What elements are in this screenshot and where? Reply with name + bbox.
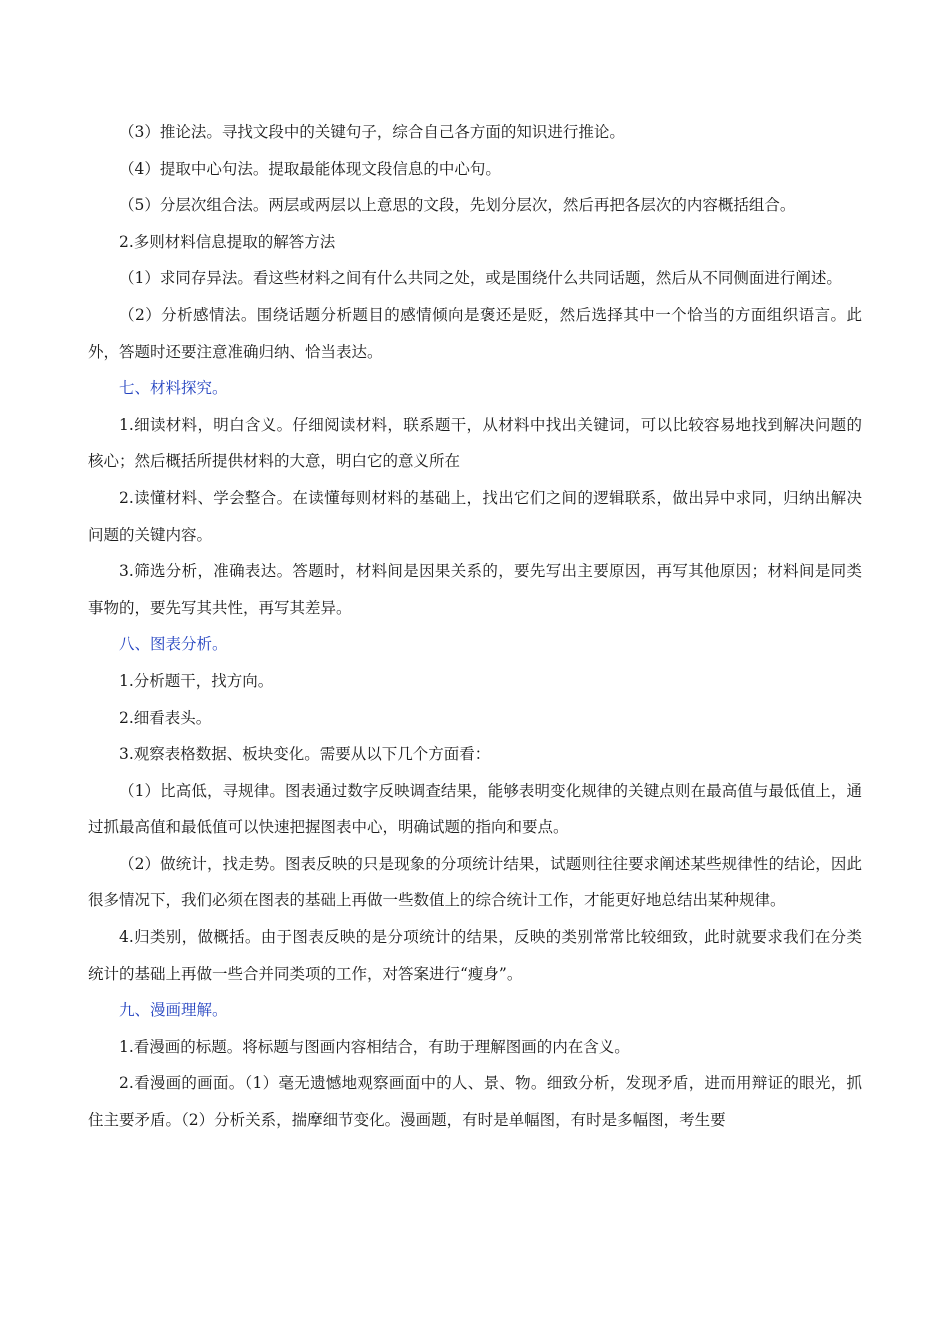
paragraph: 3.观察表格数据、板块变化。需要从以下几个方面看： <box>119 745 491 764</box>
paragraph: 2.多则材料信息提取的解答方法 <box>119 232 336 251</box>
paragraph: （4）提取中心句法。提取最能体现文段信息的中心句。 <box>119 159 501 178</box>
paragraph: 1.看漫画的标题。将标题与图画内容相结合，有助于理解图画的内在含义。 <box>119 1037 630 1056</box>
paragraph: （1）比高低，寻规律。图表通过数字反映调查结果，能够表明变化规律的关键点则在最高值与最低值上，通过抓最高值和最低值可以快速把握图表中心，明确试题的指向和要点。 <box>88 781 862 837</box>
paragraph: 2.细看表头。 <box>119 708 212 727</box>
paragraph: 2.看漫画的画面。（1）毫无遗憾地观察画面中的人、景、物。细致分析，发现矛盾，进而用辩证的眼光，抓住主要矛盾。（2）分析关系，揣摩细节变化。漫画题，有时是单幅图，有时是多幅图，考生要 <box>88 1074 862 1130</box>
section-heading: 七、材料探究。 <box>119 379 228 398</box>
paragraph: 2.读懂材料、学会整合。在读懂每则材料的基础上，找出它们之间的逻辑联系，做出异中求同，归纳出解决问题的关键内容。 <box>88 488 862 544</box>
paragraph: （1）求同存异法。看这些材料之间有什么共同之处，或是围绕什么共同话题，然后从不同侧面进行阐述。 <box>119 269 842 288</box>
paragraph: 3.筛选分析，准确表达。答题时，材料间是因果关系的，要先写出主要原因，再写其他原因；材料间是同类事物的，要先写其共性，再写其差异。 <box>88 562 862 617</box>
document-body <box>88 114 862 1139</box>
paragraph: （2）做统计，找走势。图表反映的只是现象的分项统计结果，试题则往往要求阐述某些规律性的结论，因此很多情况下，我们必须在图表的基础上再做一些数值上的综合统计工作，才能更好地总结出某种规律。 <box>88 854 862 910</box>
paragraph: 1.细读材料，明白含义。仔细阅读材料，联系题干，从材料中找出关键词，可以比较容易地找到解决问题的核心；然后概括所提供材料的大意，明白它的意义所在 <box>88 415 862 471</box>
paragraph: 4.归类别，做概括。由于图表反映的是分项统计的结果，反映的类别常常比较细致，此时就要求我们在分类统计的基础上再做一些合并同类项的工作，对答案进行“瘦身”。 <box>88 928 862 983</box>
paragraph: （3）推论法。寻找文段中的关键句子，综合自己各方面的知识进行推论。 <box>119 123 625 141</box>
paragraph: （2）分析感情法。围绕话题分析题目的感情倾向是褒还是贬，然后选择其中一个恰当的方面组织语言。此外，答题时还要注意准确归纳、恰当表达。 <box>88 305 862 361</box>
paragraph: （5）分层次组合法。两层或两层以上意思的文段，先划分层次，然后再把各层次的内容概括组合。 <box>119 196 796 215</box>
section-heading: 八、图表分析。 <box>119 635 228 654</box>
paragraph: 1.分析题干，找方向。 <box>119 671 274 690</box>
section-heading: 九、漫画理解。 <box>119 1001 228 1020</box>
